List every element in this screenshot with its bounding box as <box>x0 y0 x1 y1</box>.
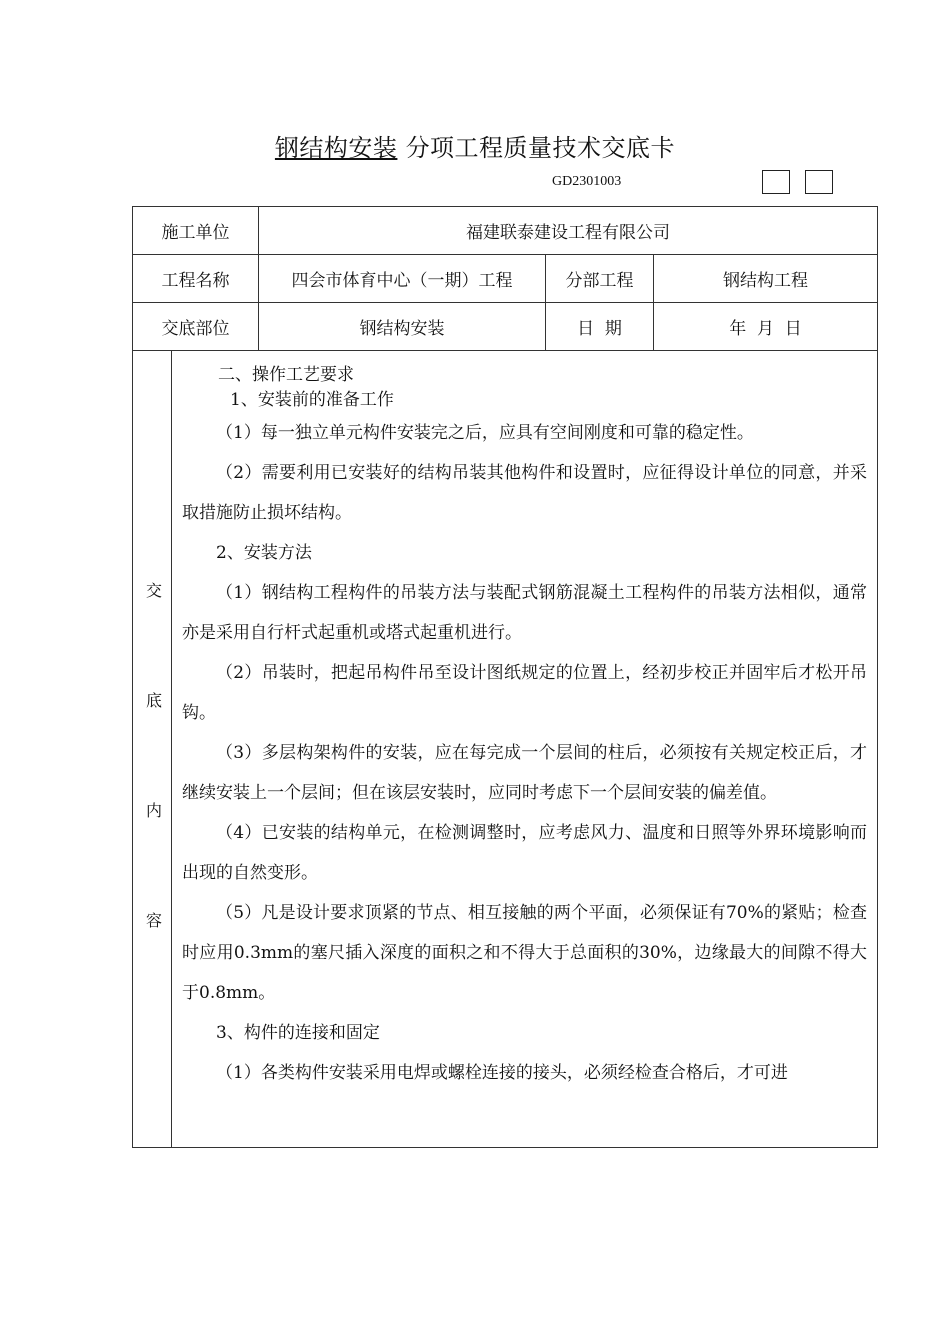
row-unit <box>133 207 878 255</box>
side-char-2: 底 <box>146 691 163 710</box>
title-underlined: 钢结构安装 <box>274 134 398 162</box>
document-code: GD2301003 <box>552 174 622 189</box>
paragraph-6: （4）已安装的结构单元，在检测调整时，应考虑风力、温度和日照等外界环境影响而出现的自然变形。 <box>182 823 868 883</box>
row-part <box>133 303 878 351</box>
row-project <box>133 255 878 303</box>
side-char-1: 交 <box>146 581 163 600</box>
content-cell <box>172 351 878 1148</box>
date-label: 日 期 <box>546 303 654 351</box>
project-value: 四会市体育中心（一期）工程 <box>259 255 546 303</box>
paragraph-8: （1）各类构件安装采用电焊或螺栓连接的接头，必须经检查合格后，才可进 <box>216 1063 788 1083</box>
row-content <box>133 351 878 1148</box>
unit-label: 施工单位 <box>133 207 259 255</box>
paragraph-5: （3）多层构架构件的安装，应在每完成一个层间的柱后，必须按有关规定校正后，才继续安装上一个层间；但在该层安装时，应同时考虑下一个层间安装的偏差值。 <box>182 743 868 803</box>
date-value: 年 月 日 <box>654 303 878 351</box>
paragraph-1: （1）每一独立单元构件安装完之后，应具有空间刚度和可靠的稳定性。 <box>216 423 754 443</box>
part-label: 交底部位 <box>133 303 259 351</box>
division-label: 分部工程 <box>546 255 654 303</box>
subheading-1: 1、安装前的准备工作 <box>230 390 394 410</box>
unit-value: 福建联泰建设工程有限公司 <box>259 207 878 255</box>
part-value: 钢结构安装 <box>259 303 546 351</box>
side-char-3: 内 <box>146 801 163 820</box>
paragraph-2: （2）需要利用已安装好的结构吊装其他构件和设置时，应征得设计单位的同意，并采取措施防止损坏结构。 <box>182 463 868 523</box>
side-char-4: 容 <box>146 911 163 930</box>
subheading-3: 3、构件的连接和固定 <box>216 1023 380 1043</box>
document-title <box>0 128 950 163</box>
checkbox-2[interactable] <box>805 170 833 194</box>
paragraph-7: （5）凡是设计要求顶紧的节点、相互接触的两个平面，必须保证有70%的紧贴；检查时应用0.3mm的塞尺插入深度的面积之和不得大于总面积的30%，边缘最大的间隙不得大于0.8mm。 <box>182 903 868 1003</box>
section-heading: 二、操作工艺要求 <box>218 365 354 385</box>
subheading-2: 2、安装方法 <box>216 543 312 563</box>
content-body <box>172 351 877 1093</box>
paragraph-4: （2）吊装时，把起吊构件吊至设计图纸规定的位置上，经初步校正并固牢后才松开吊钩。 <box>182 663 868 723</box>
disclosure-table <box>132 206 878 1148</box>
side-label-cell <box>133 351 172 1148</box>
checkbox-1[interactable] <box>762 170 790 194</box>
division-value: 钢结构工程 <box>654 255 878 303</box>
paragraph-3: （1）钢结构工程构件的吊装方法与装配式钢筋混凝土工程构件的吊装方法相似，通常亦是采用自行杆式起重机或塔式起重机进行。 <box>182 583 868 643</box>
title-rest: 分项工程质量技术交底卡 <box>405 134 676 162</box>
project-label: 工程名称 <box>133 255 259 303</box>
